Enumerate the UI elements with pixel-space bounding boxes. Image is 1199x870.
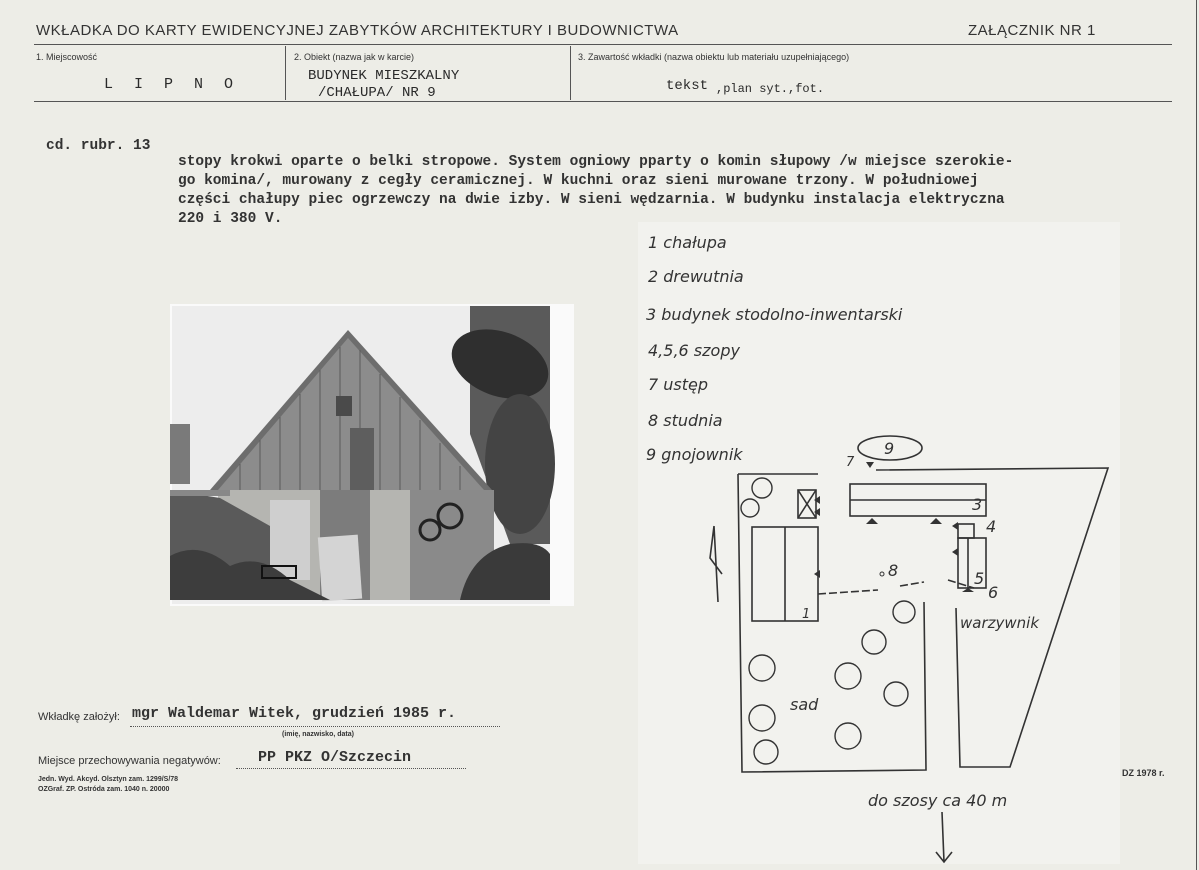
legend-1: 1 chałupa [648,233,727,252]
form-title: WKŁADKA DO KARTY EWIDENCYJNEJ ZABYTKÓW ARCHITEKTURY I BUDOWNICTWA [36,22,679,39]
content-value-b: ,plan syt.,fot. [716,82,825,96]
header-rule [34,44,1172,45]
legend-5: 7 ustęp [648,375,709,394]
plan-label-3: 3 [972,495,983,514]
field2-label: 2. Obiekt (nazwa jak w karcie) [294,52,415,62]
plan-legend [646,233,903,464]
plan-label-9: 9 [884,439,895,458]
fields-rule [34,101,1172,102]
plan-label-1: 1 [802,607,811,622]
plan-label-road: do szosy ca 40 m [868,791,1008,810]
stamp-text: DZ 1978 r. [1122,768,1165,778]
field-divider-1 [285,46,286,100]
object-value-line1: BUDYNEK MIESZKALNY [308,68,460,84]
plan-label-8: 8 [888,561,899,580]
plan-label-warzywnik: warzywnik [960,614,1040,632]
body-line-3: części chałupy piec ogrzewczy na dwie izby. W sieni wędzarnia. W budynku instalacja elektryczna [178,192,1005,208]
body-line-4: 220 i 380 V. [178,211,283,227]
legend-4: 4,5,6 szopy [648,341,740,360]
field3-label: 3. Zawartość wkładki (nazwa obiektu lub materiału uzupełniającego) [578,52,850,62]
field1-label: 1. Miejscowość [36,52,98,62]
locality-value: L I P N O [104,76,240,93]
object-value-line2: /CHAŁUPA/ NR 9 [318,85,436,101]
storage-value: PP PKZ O/Szczecin [258,749,412,766]
founder-value: mgr Waldemar Witek, grudzień 1985 r. [132,705,457,722]
site-plan [638,222,1120,864]
continuation-ref: cd. rubr. 13 [46,138,151,154]
plan-label-sad: sad [790,695,819,714]
right-edge [1196,0,1197,870]
plan-label-4: 4 [986,517,997,536]
legend-6: 8 studnia [648,411,723,430]
founder-dotted-line [130,726,500,727]
content-value-a: tekst [666,78,709,94]
founder-hint: (imię, nazwisko, data) [282,731,354,738]
legend-2: 2 drewutnia [648,267,744,286]
print-info-1: Jedn. Wyd. Akcyd. Olsztyn zam. 1299/S/78 [38,776,179,783]
annex-number: ZAŁĄCZNIK NR 1 [968,22,1096,39]
body-line-1: stopy krokwi oparte o belki stropowe. System ogniowy pparty o komin słupowy /w miejsce szerokie- [178,154,1014,170]
storage-label: Miejsce przechowywania negatywów: [38,755,221,767]
plan-label-5: 5 [974,569,985,588]
house-photo [170,304,574,606]
legend-3: 3 budynek stodolno-inwentarski [646,305,903,324]
body-line-2: go komina/, murowany z cegły ceramicznej. W kuchni oraz sieni murowane trzony. W południowej [178,173,979,189]
print-info-2: OZGraf. ZP. Ostróda zam. 1040 n. 20000 [38,786,170,793]
founder-label: Wkładkę założył: [38,711,120,723]
legend-7: 9 gnojownik [646,445,743,464]
field-divider-2 [570,46,571,100]
plan-label-7: 7 [846,455,855,470]
storage-dotted-line [236,768,466,769]
plan-label-6: 6 [988,583,999,602]
